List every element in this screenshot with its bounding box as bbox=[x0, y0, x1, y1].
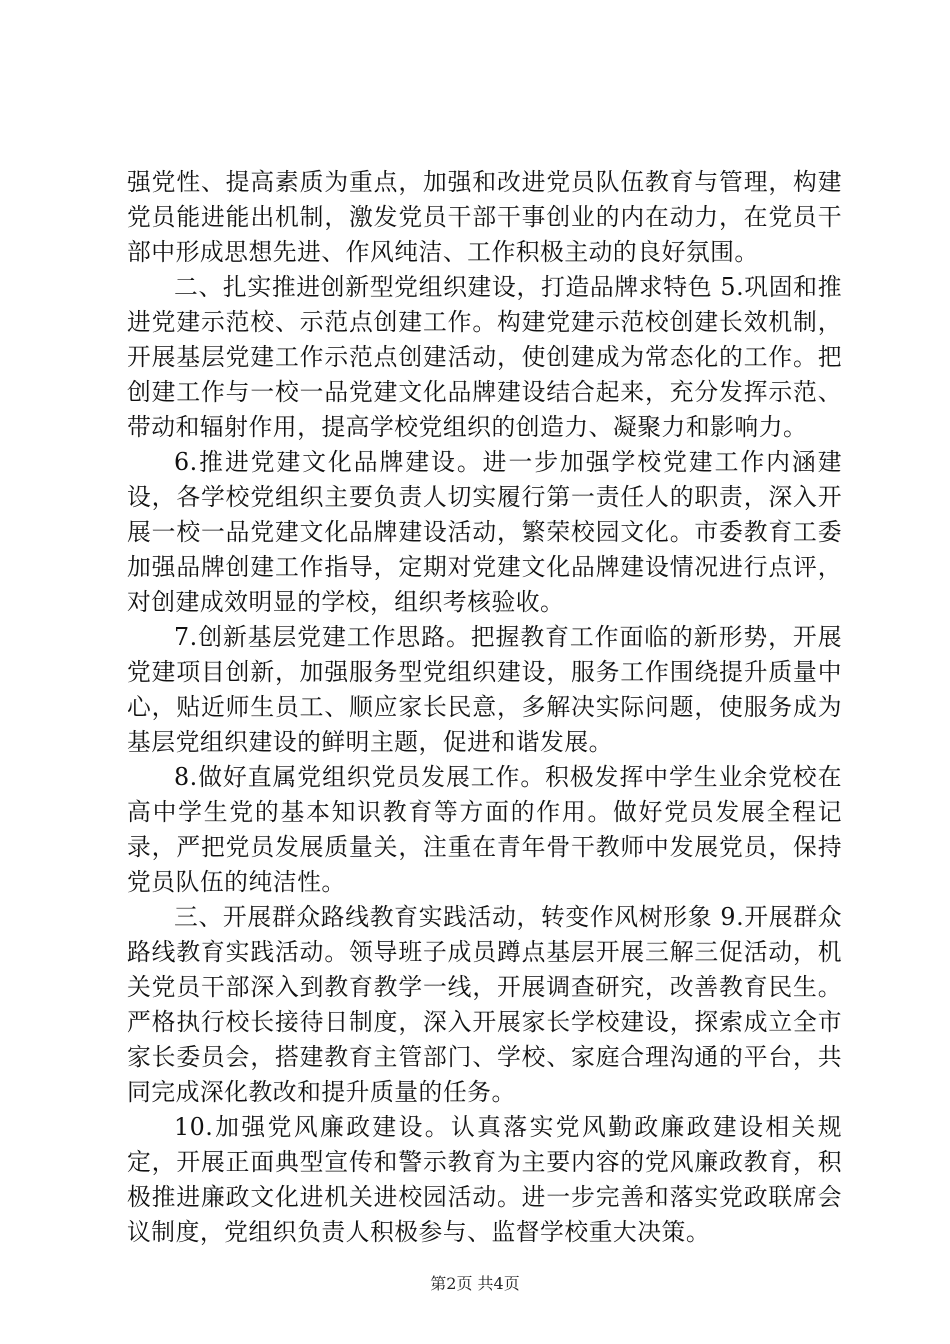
paragraph-section-two: 二、扎实推进创新型党组织建设，打造品牌求特色 5.巩固和推进党建示范校、示范点创建工作。构建党建示范校创建长效机制，开展基层党建工作示范点创建活动，使创建成为常态化的工作。把创建工作与一校一品党建文化品牌建设结合起来，充分发挥示范、带动和辐射作用，提高学校党组织的创造力、凝聚力和影响力。 bbox=[127, 273, 842, 441]
paragraph-item-7: 7.创新基层党建工作思路。把握教育工作面临的新形势，开展党建项目创新，加强服务型党组织建设，服务工作围绕提升质量中心，贴近师生员工、顺应家长民意，多解决实际问题，使服务成为基层党组织建设的鲜明主题，促进和谐发展。 bbox=[127, 623, 842, 756]
paragraph-section-three: 三、开展群众路线教育实践活动，转变作风树形象 9.开展群众路线教育实践活动。领导班子成员蹲点基层开展三解三促活动，机关党员干部深入到教育教学一线，开展调查研究，改善教育民生。严格执行校长接待日制度，深入开展家长学校建设，探索成立全市家长委员会，搭建教育主管部门、学校、家庭合理沟通的平台，共同完成深化教改和提升质量的任务。 bbox=[127, 903, 842, 1106]
paragraph-item-8: 8.做好直属党组织党员发展工作。积极发挥中学生业余党校在高中学生党的基本知识教育等方面的作用。做好党员发展全程记录，严把党员发展质量关，注重在青年骨干教师中发展党员，保持党员队伍的纯洁性。 bbox=[127, 763, 842, 896]
document-body bbox=[127, 165, 842, 1250]
paragraph-item-10: 10.加强党风廉政建设。认真落实党风勤政廉政建设相关规定，开展正面典型宣传和警示教育为主要内容的党风廉政教育，积极推进廉政文化进机关进校园活动。进一步完善和落实党政联席会议制度，党组织负责人积极参与、监督学校重大决策。 bbox=[127, 1113, 842, 1246]
page-footer: 第2页 共4页 bbox=[430, 1274, 520, 1293]
paragraph-item-6: 6.推进党建文化品牌建设。进一步加强学校党建工作内涵建设，各学校党组织主要负责人切实履行第一责任人的职责，深入开展一校一品党建文化品牌建设活动，繁荣校园文化。市委教育工委加强品牌创建工作指导，定期对党建文化品牌建设情况进行点评，对创建成效明显的学校，组织考核验收。 bbox=[127, 448, 842, 616]
paragraph-continuation: 强党性、提高素质为重点，加强和改进党员队伍教育与管理，构建党员能进能出机制，激发党员干部干事创业的内在动力，在党员干部中形成思想先进、作风纯洁、工作积极主动的良好氛围。 bbox=[127, 168, 842, 266]
